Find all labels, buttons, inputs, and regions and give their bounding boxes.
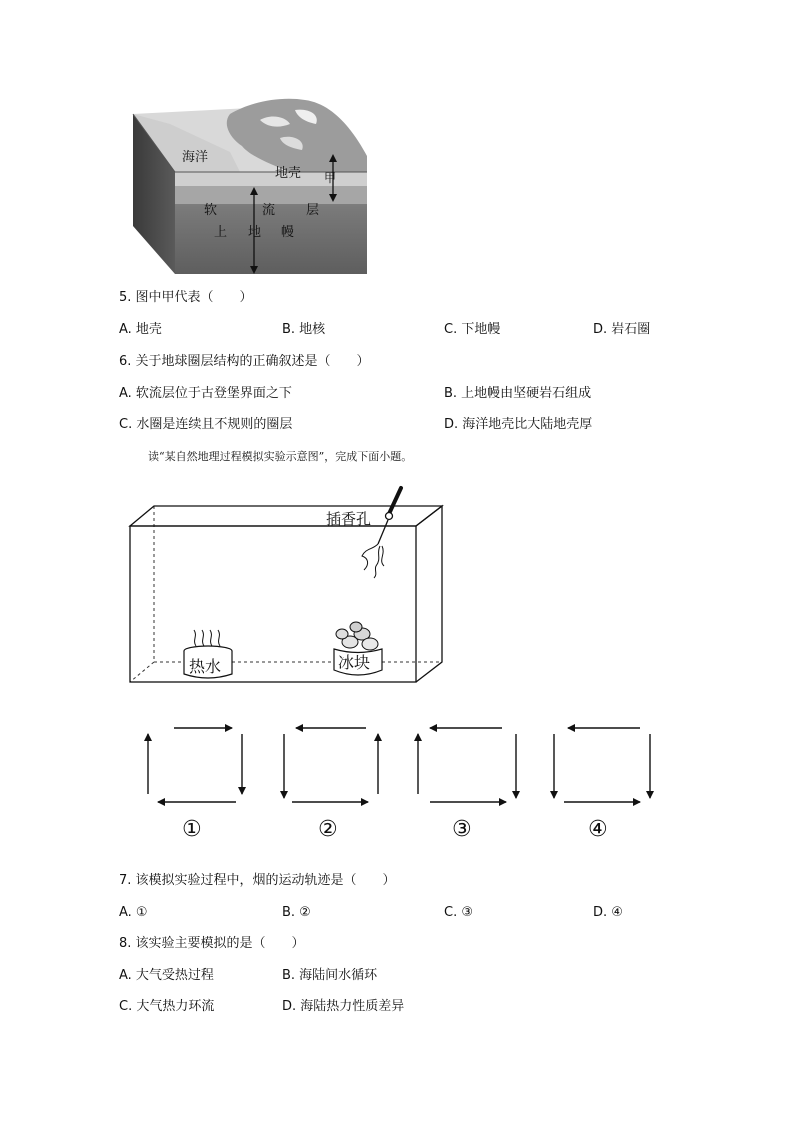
- diagram-2: [284, 728, 378, 802]
- diagram-4: [554, 728, 650, 802]
- q6-option-c[interactable]: C. 水圈是连续且不规则的圈层: [119, 417, 293, 432]
- diagram-number-2: ②: [318, 817, 338, 842]
- label-asthenosphere-3: 层: [306, 203, 320, 218]
- q8-option-d[interactable]: D. 海陆热力性质差异: [282, 999, 405, 1014]
- label-hot-water: 热水: [189, 657, 222, 676]
- q8-option-b[interactable]: B. 海陆间水循环: [282, 968, 378, 983]
- label-upper-mantle-2: 地: [248, 225, 262, 240]
- diagram-3: [418, 728, 516, 802]
- q6-stem: 6. 关于地球圈层结构的正确叙述是（ ）: [119, 354, 370, 369]
- earth-layers-figure: [130, 94, 370, 276]
- q7-option-c[interactable]: C. ③: [444, 905, 473, 920]
- diagram-1: [148, 728, 242, 802]
- q6-option-b[interactable]: B. 上地幔由坚硬岩石组成: [444, 386, 592, 401]
- label-ice: 冰块: [338, 653, 371, 672]
- q5-option-c[interactable]: C. 下地幔: [444, 322, 501, 337]
- section-intro: 读“某自然地理过程模拟实验示意图”，完成下面小题。: [148, 450, 413, 463]
- q8-option-c[interactable]: C. 大气热力环流: [119, 999, 215, 1014]
- label-upper-mantle-3: 幔: [281, 225, 295, 240]
- q5-option-d[interactable]: D. 岩石圈: [593, 322, 651, 337]
- diagram-number-1: ①: [182, 817, 202, 842]
- q5-option-b[interactable]: B. 地核: [282, 322, 326, 337]
- q8-stem: 8. 该实验主要模拟的是（ ）: [119, 936, 305, 951]
- q7-option-a[interactable]: A. ①: [119, 905, 148, 920]
- experiment-figure: [126, 484, 450, 688]
- label-upper-mantle-1: 上: [214, 225, 228, 240]
- q7-option-d[interactable]: D. ④: [593, 905, 623, 920]
- diagram-number-4: ④: [588, 817, 608, 842]
- label-ocean: 海洋: [182, 150, 209, 165]
- circulation-diagrams: [140, 722, 660, 846]
- diagram-number-3: ③: [452, 817, 472, 842]
- label-asthenosphere-1: 软: [204, 203, 218, 218]
- label-incense-hole: 插香孔: [326, 510, 372, 528]
- label-crust: 地壳: [275, 166, 302, 181]
- q5-option-a[interactable]: A. 地壳: [119, 322, 162, 337]
- q7-stem: 7. 该模拟实验过程中，烟的运动轨迹是（ ）: [119, 873, 396, 888]
- label-jia: 甲: [324, 171, 337, 185]
- q8-option-a[interactable]: A. 大气受热过程: [119, 968, 214, 983]
- q5-stem: 5. 图中甲代表（ ）: [119, 290, 253, 305]
- q7-option-b[interactable]: B. ②: [282, 905, 311, 920]
- q6-option-a[interactable]: A. 软流层位于古登堡界面之下: [119, 386, 292, 401]
- q6-option-d[interactable]: D. 海洋地壳比大陆地壳厚: [444, 417, 593, 432]
- label-asthenosphere-2: 流: [262, 203, 276, 218]
